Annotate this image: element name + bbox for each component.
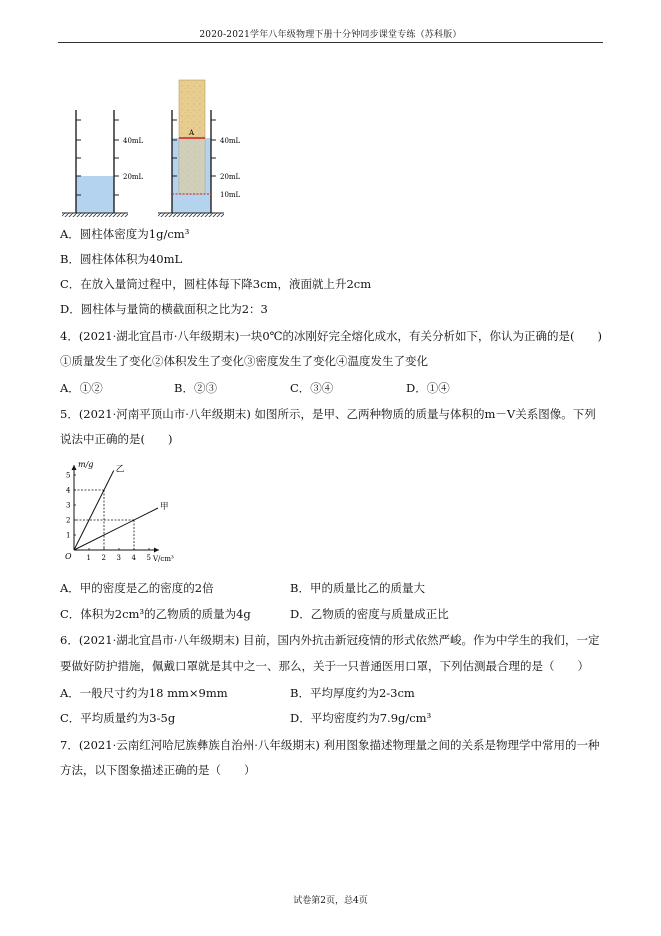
cylinder-figure [60, 78, 260, 218]
q3-option-d[interactable]: D．圆柱体与量筒的横截面积之比为2：3 [60, 302, 268, 316]
marker-a: A [189, 129, 195, 137]
q6-option-a[interactable]: A．一般尺寸约为18 mm×9mm [60, 686, 228, 700]
header-rule [58, 42, 603, 43]
q3-option-b[interactable]: B．圆柱体体积为40mL [60, 252, 183, 266]
y-axis-label: m/g [78, 460, 94, 469]
series-line-jia [74, 508, 158, 550]
q3-option-c[interactable]: C．在放入量筒过程中，圆柱体每下降3cm，液面就上升2cm [60, 277, 372, 291]
q6-stem-line2: 要做好防护措施，佩戴口罩就是其中之一、那么，关于一只普通医用口罩，下列估测最合理的是（ ） [60, 659, 589, 673]
y-tick-label: 4 [66, 486, 71, 495]
left-label-20: 20mL [123, 173, 144, 181]
right-label-10: 10mL [220, 191, 241, 199]
q5-stem-line2: 说法中正确的是( ) [60, 432, 173, 446]
q7-stem-line2: 方法，以下图象描述正确的是（ ） [60, 763, 256, 777]
y-tick-label: 5 [66, 471, 71, 480]
y-axis-arrow [72, 465, 77, 470]
y-tick-label: 1 [66, 531, 71, 540]
q6-option-b[interactable]: B．平均厚度约为2-3cm [290, 686, 415, 700]
q5-option-b[interactable]: B．甲的质量比乙的质量大 [290, 581, 425, 595]
left-label-40: 40mL [123, 137, 144, 145]
q5-option-c[interactable]: C．体积为2cm³的乙物质的质量为4g [60, 607, 251, 621]
q4-option-a[interactable]: A．①② [60, 381, 103, 395]
q6-option-d[interactable]: D．平均密度约为7.9g/cm³ [290, 711, 432, 725]
q6-option-c[interactable]: C．平均质量约为3-5g [60, 711, 176, 725]
x-tick-label: 3 [116, 554, 121, 562]
x-axis-label: V/cm³ [153, 555, 174, 563]
q5-stem-line1: 5．(2021·河南平顶山市·八年级期末) 如图所示，是甲、乙两种物质的质量与体积的m－V关系图像。下列 [60, 407, 596, 421]
page-header: 2020-2021学年八年级物理下册十分钟同步课堂专练（苏科版） [199, 30, 462, 40]
q7-stem-line1: 7．(2021·云南红河哈尼族彝族自治州·八年级期末) 利用图象描述物理量之间的关系是物理学中常用的一种 [60, 738, 600, 752]
y-tick-label: 2 [66, 516, 71, 525]
x-tick-label: 2 [101, 554, 106, 562]
series-label-yi: 乙 [115, 464, 125, 475]
left-cylinder [62, 110, 144, 217]
q4-option-d[interactable]: D．①④ [406, 381, 450, 395]
origin-label: O [65, 552, 72, 561]
series-line-yi [74, 471, 114, 551]
q4-option-c[interactable]: C．③④ [290, 381, 334, 395]
y-tick-label: 3 [66, 501, 71, 510]
mv-chart [60, 458, 190, 568]
q5-option-d[interactable]: D．乙物质的密度与质量成正比 [290, 607, 449, 621]
right-cylinder [158, 80, 241, 217]
x-tick-label: 1 [86, 554, 91, 562]
q4-stem: 4．(2021·湖北宜昌市·八年级期末)一块0℃的冰刚好完全熔化成水，有关分析如下，你认为正确的是( ) [60, 329, 603, 343]
x-tick-label: 4 [131, 554, 136, 562]
series-label-jia: 甲 [160, 502, 169, 512]
x-axis-arrow [154, 548, 159, 553]
right-label-20: 20mL [220, 173, 241, 181]
q4-sub: ①质量发生了变化②体积发生了变化③密度发生了变化④温度发生了变化 [60, 354, 428, 368]
q5-option-a[interactable]: A．甲的密度是乙的密度的2倍 [60, 581, 214, 595]
q6-stem-line1: 6．(2021·湖北宜昌市·八年级期末) 目前，国内外抗击新冠疫情的形式依然严峻。作为中学生的我们，一定 [60, 633, 600, 647]
right-label-40: 40mL [220, 137, 241, 145]
x-tick-label: 5 [146, 554, 151, 562]
q4-option-b[interactable]: B．②③ [174, 381, 217, 395]
page-footer: 试卷第2页，总4页 [293, 896, 368, 906]
left-water [76, 176, 114, 213]
q3-option-a[interactable]: A．圆柱体密度为1g/cm³ [60, 227, 190, 241]
